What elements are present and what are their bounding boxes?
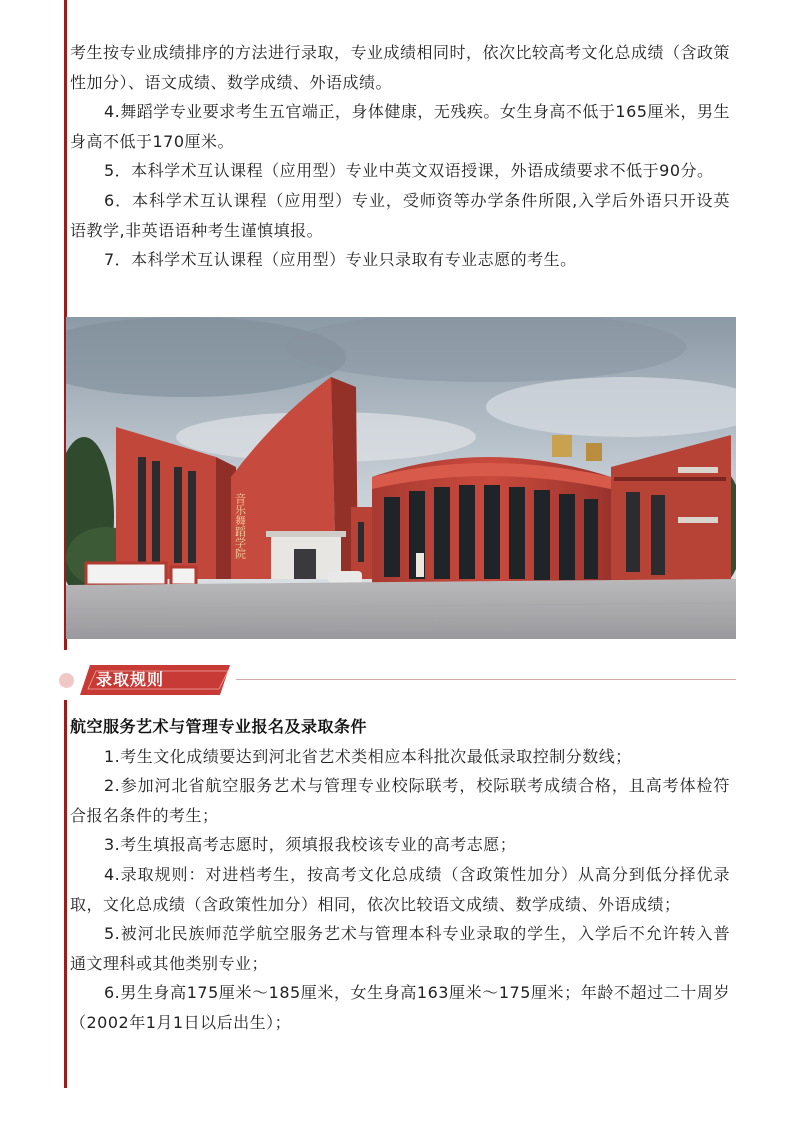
campus-building-photo (66, 317, 736, 639)
building-sign-text: 音乐舞蹈学院 (233, 493, 247, 559)
rule-item: 6.男生身高175厘米～185厘米，女生身高163厘米～175厘米；年龄不超过二十周岁（2002年1月1日以后出生）； (70, 983, 730, 1032)
section-header-admission-rules (56, 660, 740, 700)
rule-item: 4.录取规则：对进档考生，按高考文化总成绩（含政策性加分）从高分到低分择优录取，文化总成绩（含政策性加分）相同，依次比较语文成绩、数学成绩、外语成绩； (70, 864, 730, 914)
paragraph-continuation: 考生按专业成绩排序的方法进行录取，专业成绩相同时，依次比较高考文化总成绩（含政策性加分）、语文成绩、数学成绩、外语成绩。 (70, 43, 731, 92)
header-divider-line (236, 679, 736, 680)
section-title: 录取规则 (96, 670, 165, 689)
rule-item: 5.被河北民族师范学航空服务艺术与管理本科专业录取的学生，入学后不允许转入普通文理科或其他类别专业； (70, 924, 730, 973)
aviation-admission-rules (70, 712, 730, 1038)
paragraph-bilingual-requirement: 5．本科学术互认课程（应用型）专业中英文双语授课，外语成绩要求不低于90分。 (104, 161, 714, 181)
header-dot-icon (59, 673, 74, 688)
rule-item: 1.考生文化成绩要达到河北省艺术类相应本科批次最低录取控制分数线； (104, 746, 632, 766)
admission-notes-top (70, 38, 730, 275)
rule-item: 2.参加河北省航空服务艺术与管理专业校际联考，校际联考成绩合格，且高考体检符合报名条件的考生； (70, 776, 730, 825)
paragraph-major-preference: 7．本科学术互认课程（应用型）专业只录取有专业志愿的考生。 (104, 250, 577, 270)
subsection-title: 航空服务艺术与管理专业报名及录取条件 (70, 717, 368, 736)
left-accent-rail-bottom (64, 700, 67, 1088)
paragraph-english-only: 6．本科学术互认课程（应用型）专业，受师资等办学条件所限,入学后外语只开设英语教学,非英语语种考生谨慎填报。 (70, 190, 730, 240)
rule-item: 3.考生填报高考志愿时，须填报我校该专业的高考志愿； (104, 835, 517, 855)
paragraph-dance-requirement: 4.舞蹈学专业要求考生五官端正，身体健康，无残疾。女生身高不低于165厘米，男生身高不低于170厘米。 (70, 102, 730, 151)
